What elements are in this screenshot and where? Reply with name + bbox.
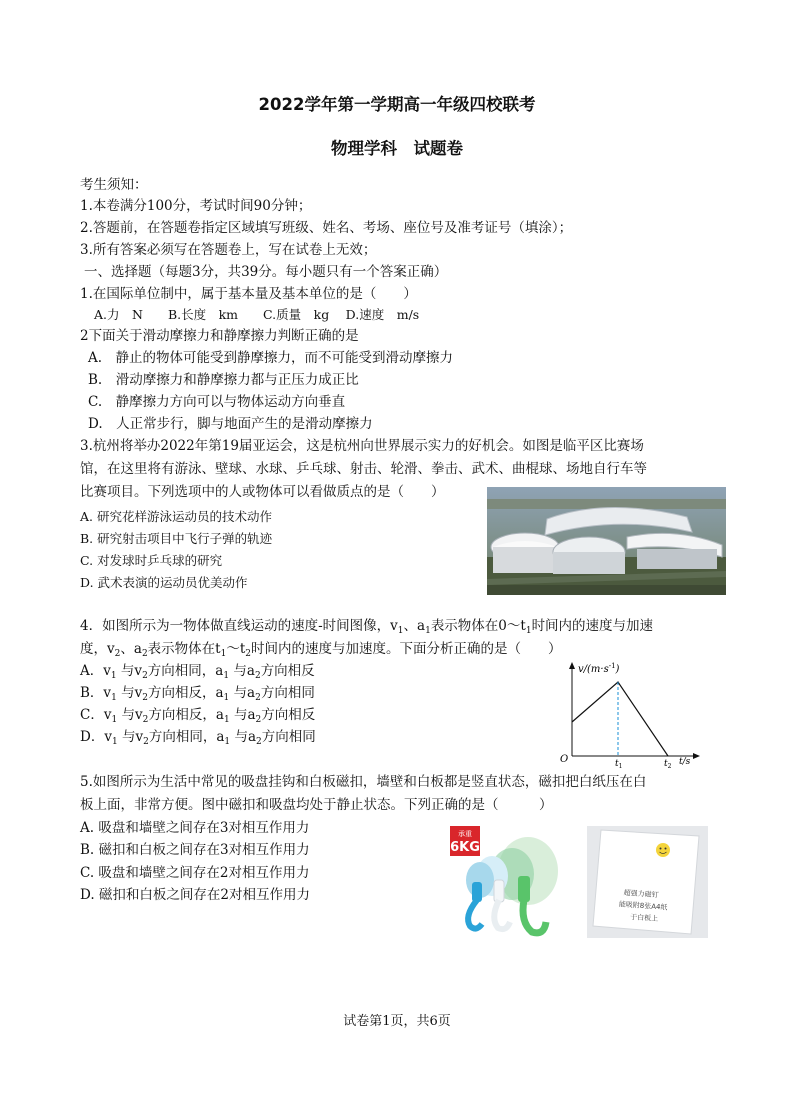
subscript: 2	[142, 671, 148, 681]
question-3-option: D. 武术表演的运动员优美动作	[80, 575, 248, 590]
notice-item: 3.所有答案必须写在答题卷上，写在试卷上无效；	[80, 242, 377, 258]
stem-text: 时间内的速度与加速	[531, 618, 654, 634]
notice-item: 2.答题前，在答题卷指定区域填写班级、姓名、考场、座位号及准考证号（填涂）；	[80, 220, 573, 236]
option-text: D．v	[80, 729, 112, 745]
question-2-option: D. 人正常步行，脚与地面产生的是滑动摩擦力	[88, 416, 373, 432]
stadium-photo	[487, 487, 726, 595]
subscript: 2	[254, 671, 261, 681]
option-text: 与v	[121, 729, 144, 745]
x-axis-arrow	[693, 753, 700, 759]
subscript: 1	[110, 671, 117, 681]
subscript: 1	[220, 649, 227, 659]
question-5-stem: 5.如图所示为生活中常见的吸盘挂钩和白板磁扣，墙壁和白板都是竖直状态，磁扣把白纸压在白	[80, 774, 647, 790]
question-5-option: A. 吸盘和墙壁之间存在3对相互作用力	[80, 820, 310, 836]
question-3-stem: 馆，在这里将有游泳、壁球、水球、乒乓球、射击、轮滑、拳击、武术、曲棍球、场地自行车等	[80, 461, 647, 477]
option-text: 方向相同	[260, 685, 315, 701]
subscript: 2	[142, 693, 148, 703]
subscript: 1	[111, 715, 118, 725]
option-text: 与v	[121, 707, 143, 723]
whiteboard-magnet-illustration	[587, 826, 708, 938]
option-text: 方向相同，a	[148, 729, 225, 745]
svg-text:承重: 承重	[458, 830, 472, 838]
question-3-stem: 比赛项目。下列选项中的人或物体可以看做质点的是（ ）	[80, 484, 445, 500]
y-axis-label: $v/(m\cdot s^{-1})$	[578, 662, 620, 675]
question-2-option: A. 静止的物体可能受到静摩擦力，而不可能受到滑动摩擦力	[88, 350, 454, 366]
x-axis-label: t/s	[679, 757, 691, 767]
subscript: 1	[224, 737, 231, 747]
question-4-option	[80, 662, 315, 680]
stadium-illustration	[487, 487, 726, 595]
t1-tick-label: $t_1$	[615, 759, 623, 768]
option-text: 方向相反，a	[147, 685, 224, 701]
stem-text: 表示物体在t	[147, 641, 221, 657]
option-text: C．v	[80, 707, 112, 723]
svg-text:6KG: 6KG	[450, 840, 480, 855]
question-5-option: C. 吸盘和墙壁之间存在2对相互作用力	[80, 865, 310, 881]
velocity-time-graph	[556, 660, 706, 768]
stem-text: 、a	[403, 618, 426, 634]
subscript: 2	[255, 715, 262, 725]
svg-text:超强力磁钉: 超强力磁钉	[623, 888, 659, 900]
question-1-stem: 1.在国际单位制中，属于基本量及基本单位的是（ ）	[80, 286, 417, 302]
question-3-option: A. 研究花样游泳运动员的技术动作	[80, 509, 272, 524]
question-3-option: B. 研究射击项目中飞行子弹的轨迹	[80, 531, 273, 546]
subscript: 2	[114, 649, 121, 659]
question-4-option	[80, 728, 316, 746]
question-2-option: B. 滑动摩擦力和静摩擦力都与正压力成正比	[88, 372, 359, 388]
velocity-line	[572, 682, 668, 756]
stem-text: ～t	[226, 641, 246, 657]
stem-text: 4．如图所示为一物体做直线运动的速度-时间图像，v	[80, 618, 398, 634]
stem-text: 表示物体在0～t	[430, 618, 526, 634]
option-text: 方向相反	[260, 663, 315, 679]
question-4-stem	[80, 617, 653, 635]
notice-heading: 考生须知：	[80, 177, 148, 193]
question-4-option	[80, 684, 315, 702]
option-text: 与a	[233, 707, 256, 723]
question-3-stem: 3.杭州将举办2022年第19届亚运会，这是杭州向世界展示实力的好机会。如图是临平区比赛场	[80, 438, 644, 454]
y-axis-arrow	[569, 662, 575, 669]
exam-title: 2022学年第一学期高一年级四校联考	[258, 95, 536, 114]
subscript: 2	[256, 737, 262, 747]
subscript: 2	[143, 737, 149, 747]
option-text: 与v	[121, 685, 143, 701]
subscript: 1	[223, 715, 230, 725]
subscript: 2	[142, 715, 149, 725]
question-2-stem: 2下面关于滑动摩擦力和静摩擦力判断正确的是	[80, 328, 359, 344]
origin-label: O	[560, 754, 569, 765]
svg-text:能吸附8张A4纸: 能吸附8张A4纸	[618, 900, 668, 912]
option-text: B．v	[80, 685, 112, 701]
question-5-option: D. 磁扣和白板之间存在2对相互作用力	[80, 887, 311, 903]
question-1-options: A.力 N B.长度 km C.质量 kg D.速度 m/s	[94, 307, 420, 322]
question-2-option: C. 静摩擦力方向可以与物体运动方向垂直	[88, 394, 346, 410]
option-text: A．v	[80, 663, 111, 679]
option-text: 与a	[233, 685, 256, 701]
subscript: 1	[397, 626, 404, 636]
suction-hook-illustration	[450, 826, 560, 938]
t2-tick-label: $t_2$	[664, 759, 672, 768]
question-5-stem: 板上面，非常方便。图中磁扣和吸盘均处于静止状态。下列正确的是（ ）	[80, 797, 553, 813]
page-footer: 试卷第1页，共6页	[343, 1014, 451, 1029]
stem-text: 时间内的速度与加速度。下面分析正确的是（ ）	[251, 641, 562, 657]
subscript: 1	[525, 626, 532, 636]
subscript: 1	[223, 693, 230, 703]
subscript: 1	[111, 737, 118, 747]
question-4-option	[80, 706, 315, 724]
subscript: 1	[425, 626, 431, 636]
notice-item: 1.本卷满分100分，考试时间90分钟；	[80, 198, 312, 214]
subscript: 2	[245, 649, 252, 659]
whiteboard-magnet-photo	[587, 826, 708, 938]
subscript: 2	[255, 693, 261, 703]
option-text: 与a	[234, 729, 257, 745]
question-3-option: C. 对发球时乒乓球的研究	[80, 553, 223, 568]
suction-hook-photo	[450, 826, 560, 938]
stem-text: 、a	[120, 641, 142, 657]
subscript: 2	[141, 649, 148, 659]
option-text: 与v	[120, 663, 143, 679]
option-text: 方向相同，a	[147, 663, 224, 679]
subscript: 1	[111, 693, 117, 703]
section-heading: 一、选择题（每题3分，共39分。每小题只有一个答案正确）	[84, 264, 448, 280]
subscript: 1	[223, 671, 230, 681]
option-text: 方向相同	[261, 729, 316, 745]
option-text: 方向相反	[261, 707, 316, 723]
svg-text:于白板上: 于白板上	[629, 913, 659, 923]
option-text: 方向相反，a	[148, 707, 224, 723]
question-4-stem	[80, 640, 562, 658]
stem-text: 度，v	[80, 641, 115, 657]
exam-subtitle: 物理学科 试题卷	[331, 139, 463, 158]
question-5-option: B. 磁扣和白板之间存在3对相互作用力	[80, 842, 310, 858]
option-text: 与a	[233, 663, 255, 679]
